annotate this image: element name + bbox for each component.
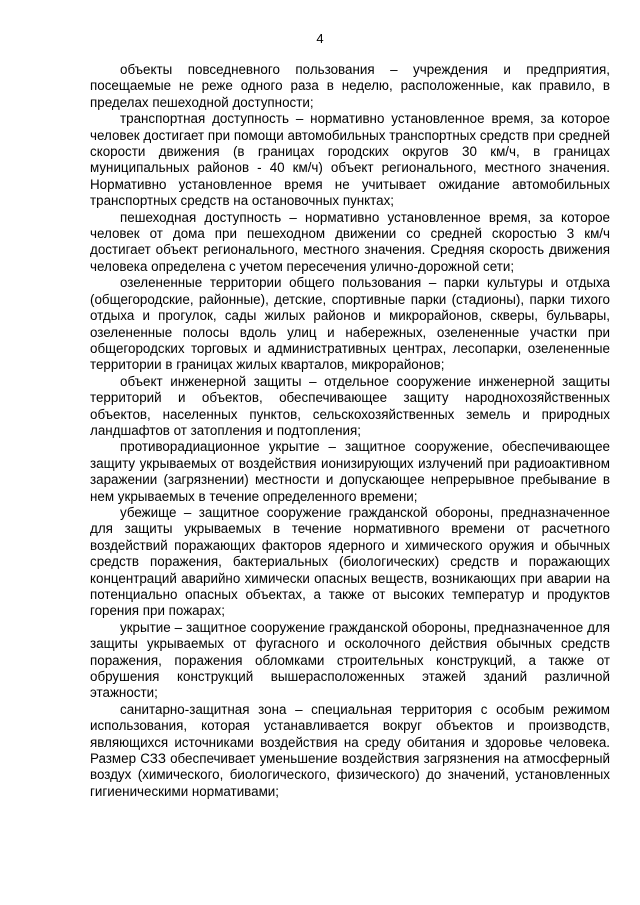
paragraph-public-green-areas: озелененные территории общего пользования – парки культуры и отдыха (общегородские, районные), детские, спортивные парки (стадионы), парки тихого отдыха и прогулок, сады жилых районов и микрорайонов, скверы, бульвары, озелененные полосы вдоль улиц и набережных, озелененные участки при общегородских торговых и административных центрах, лесопарки, озелененные территории в границах жилых кварталов, микрорайонов; [90,275,610,373]
paragraph-bunker: убежище – защитное сооружение гражданской обороны, предназначенное для защиты укрываемых в течение нормативного времени от расчетного воздействий поражающих факторов ядерного и химического оружия и обычных средств поражения, бактериальных (биологических) средств и поражающих концентраций аварийно химически опасных веществ, возникающих при аварии на потенциально опасных объектах, а также от высоких температур и продуктов горения при пожарах; [90,504,610,619]
document-body [90,62,610,800]
page-number: 4 [316,31,324,46]
paragraph-anti-radiation-shelter: противорадиационное укрытие – защитное сооружение, обеспечивающее защиту укрываемых от воздействия ионизирующих излучений при радиоактивном заражении (загрязнении) местности и допускающее непрерывное пребывание в нем укрываемых в течение определенного времени; [90,439,610,504]
paragraph-pedestrian-accessibility: пешеходная доступность – нормативно установленное время, за которое человек от дома при пешеходном движении со средней скоростью 3 км/ч достигает объект регионального, местного значения. Средняя скорость движения человека определена с учетом пересечения улично-дорожной сети; [90,209,610,274]
paragraph-sanitary-protection-zone: санитарно-защитная зона – специальная территория с особым режимом использования, которая устанавливается вокруг объектов и производств, являющихся источниками воздействия на среду обитания и здоровье человека. Размер СЗЗ обеспечивает уменьшение воздействия загрязнения на атмосферный воздух (химического, биологического, физического) до значений, установленных гигиеническими нормативами; [90,701,610,799]
paragraph-transport-accessibility: транспортная доступность – нормативно установленное время, за которое человек достигает при помощи автомобильных транспортных средств при средней скорости движения (в границах городских округов 30 км/ч, в границах муниципальных районов - 40 км/ч) объект регионального, местного значения. Нормативно установленное время не учитывает ожидание автомобильных транспортных средств на остановочных пунктах; [90,111,610,209]
paragraph-engineering-protection-object: объект инженерной защиты – отдельное сооружение инженерной защиты территорий и объектов, обеспечивающее защиту народнохозяйственных объектов, населенных пунктов, сельскохозяйственных земель и природных ландшафтов от затопления и подтопления; [90,373,610,438]
paragraph-everyday-use-objects: объекты повседневного пользования – учреждения и предприятия, посещаемые не реже одного раза в неделю, расположенные, как правило, в пределах пешеходной доступности; [90,62,610,110]
paragraph-shelter: укрытие – защитное сооружение гражданской обороны, предназначенное для защиты укрываемых от фугасного и осколочного действия обычных средств поражения, поражения обломками строительных конструкций, а также от обрушения конструкций вышерасположенных этажей зданий различной этажности; [90,619,610,701]
